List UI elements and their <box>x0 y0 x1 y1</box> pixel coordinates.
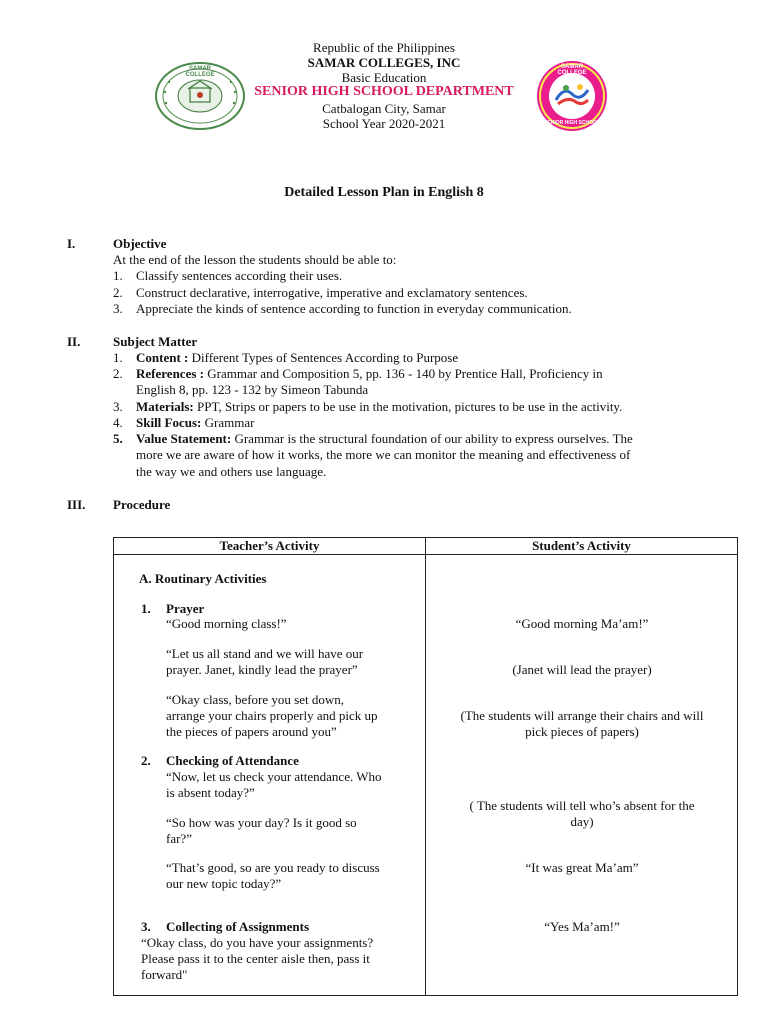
teacher-line: forward" <box>141 967 188 982</box>
teacher-line: “Okay class, do you have your assignments? <box>141 935 374 950</box>
teacher-line: arrange your chairs properly and pick up <box>166 708 378 723</box>
item-number: 2. <box>141 753 151 768</box>
section-heading-objective: Objective <box>113 236 167 251</box>
student-line: pick pieces of papers) <box>525 724 639 739</box>
student-activity-cell <box>426 555 738 996</box>
objective-intro: At the end of the lesson the students should be able to: <box>113 252 397 267</box>
student-line: day) <box>570 814 594 829</box>
teacher-line: prayer. Janet, kindly lead the prayer” <box>166 662 358 677</box>
section-numeral: I. <box>67 236 76 251</box>
prayer-heading: Prayer <box>166 601 205 616</box>
teacher-line: “Okay class, before you set down, <box>166 692 344 707</box>
list-item-continuation: English 8, pp. 123 - 132 by Simeon Tabunda <box>136 382 369 397</box>
procedure-table <box>113 537 738 996</box>
teacher-line: “Good morning class!” <box>166 616 287 631</box>
header-school-year: School Year 2020-2021 <box>322 116 446 131</box>
right-logo-text: SAMAR COLLEGE <box>557 64 587 76</box>
student-line: (The students will arrange their chairs and will <box>460 708 704 723</box>
teacher-line: far?” <box>166 831 192 846</box>
teacher-activity-cell <box>114 555 426 996</box>
attendance-heading: Checking of Attendance <box>166 753 299 768</box>
teacher-line: the pieces of papers around you” <box>166 724 337 739</box>
student-line: “It was great Ma’am” <box>525 860 639 875</box>
section-heading-procedure: Procedure <box>113 497 171 512</box>
teacher-line: “Let us all stand and we will have our <box>166 646 364 661</box>
header-basic-education: Basic Education <box>341 70 427 85</box>
teacher-line: Please pass it to the center aisle then, pass it <box>141 951 370 966</box>
student-line: “Yes Ma’am!” <box>544 919 620 934</box>
page-title: Detailed Lesson Plan in English 8 <box>284 185 484 200</box>
teacher-line: “Now, let us check your attendance. Who <box>166 769 382 784</box>
section-numeral: II. <box>67 334 81 349</box>
teacher-line: our new topic today?” <box>166 876 282 891</box>
right-logo-subtext: SENIOR HIGH SCHOOL <box>544 120 600 126</box>
column-header-student: Student’s Activity <box>426 538 738 555</box>
section-heading-subject-matter: Subject Matter <box>113 334 198 349</box>
left-logo-text: SAMAR COLLEGE <box>185 66 215 78</box>
routinary-heading: A. Routinary Activities <box>139 571 267 586</box>
teacher-line: “So how was your day? Is it good so <box>166 815 357 830</box>
teacher-line: is absent today?” <box>166 785 255 800</box>
list-item-continuation: the way we and others use language. <box>136 464 327 479</box>
header-city: Catbalogan City, Samar <box>322 101 446 116</box>
item-number: 3. <box>141 919 151 934</box>
header-department: SENIOR HIGH SCHOOL DEPARTMENT <box>254 84 514 99</box>
assignments-heading: Collecting of Assignments <box>166 919 309 934</box>
list-item-continuation: more we are aware of how it works, the more we can monitor the meaning and effectiveness of <box>136 447 631 462</box>
student-line: (Janet will lead the prayer) <box>512 662 652 677</box>
item-number: 1. <box>141 601 151 616</box>
header-republic: Republic of the Philippines <box>313 40 455 55</box>
student-line: ( The students will tell who’s absent for the <box>469 798 695 813</box>
column-header-teacher: Teacher’s Activity <box>114 538 426 555</box>
section-numeral: III. <box>67 497 86 512</box>
header-school-name: SAMAR COLLEGES, INC <box>307 55 461 70</box>
teacher-line: “That’s good, so are you ready to discuss <box>166 860 380 875</box>
student-line: “Good morning Ma’am!” <box>515 616 649 631</box>
